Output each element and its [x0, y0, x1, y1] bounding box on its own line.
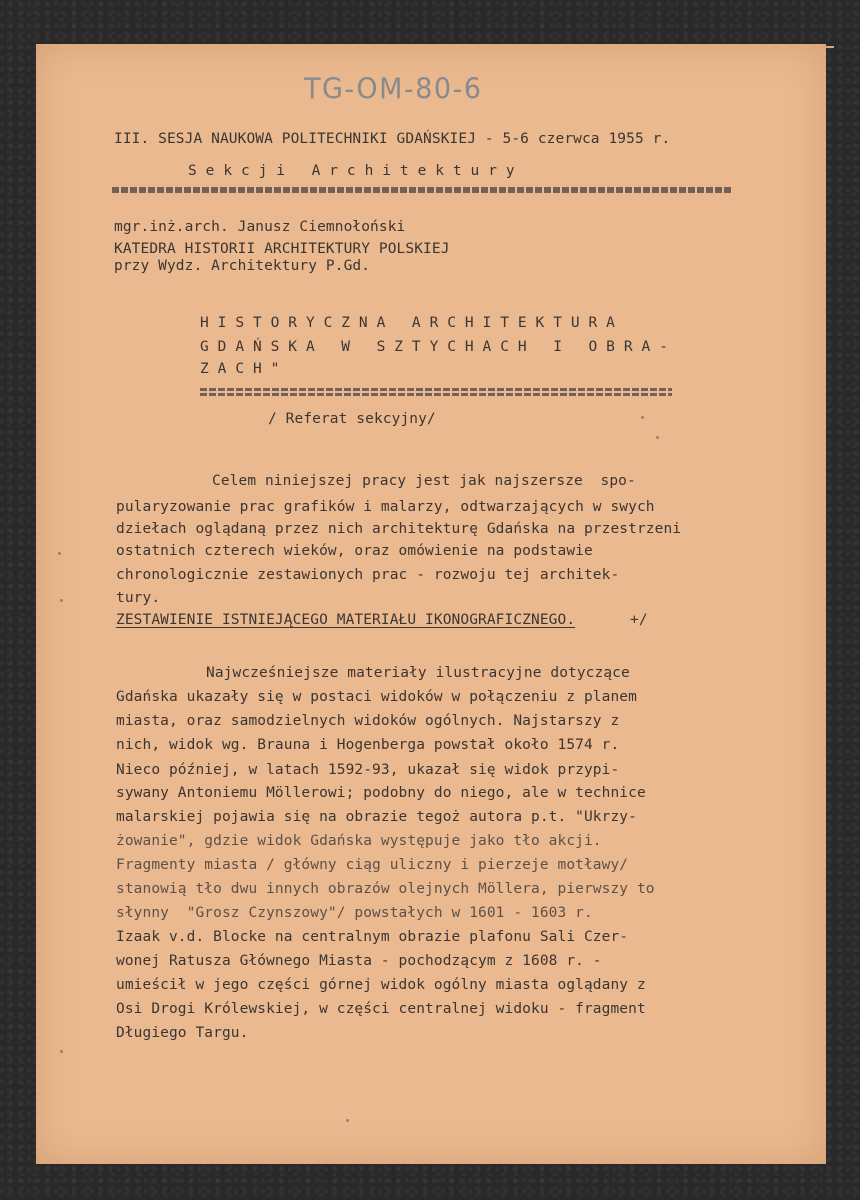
author-department: KATEDRA HISTORII ARCHITEKTURY POLSKIEJ [114, 241, 450, 257]
paragraph-2-line: Najwcześniejsze materiały ilustracyjne dotyczące [206, 665, 630, 681]
paper-speck [60, 599, 63, 602]
paragraph-2-line: umieścił w jego części górnej widok ogólny miasta oglądany z [116, 977, 646, 993]
paragraph-2-line: malarskiej pojawia się na obrazie tegoż autora p.t. "Ukrzy- [116, 809, 637, 825]
header-line-1: III. SESJA NAUKOWA POLITECHNIKI GDAŃSKIEJ - 5-6 czerwca 1955 r. [114, 131, 671, 147]
title-line-1: H I S T O R Y C Z N A A R C H I T E K T U R A [200, 315, 615, 331]
paragraph-2-line: sywany Antoniemu Möllerowi; podobny do niego, ale w technice [116, 785, 646, 801]
paragraph-2-line: Gdańska ukazały się w postaci widoków w połączeniu z planem [116, 689, 637, 705]
paragraph-2-line: stanowią tło dwu innych obrazów olejnych Möllera, pierwszy to [116, 881, 655, 897]
paragraph-2-line: nich, widok wg. Brauna i Hogenberga powstał około 1574 r. [116, 737, 620, 753]
paper-speck [656, 436, 659, 439]
paragraph-1-line: pularyzowanie prac grafików i malarzy, odtwarzających w swych [116, 499, 655, 515]
paper-speck [60, 1050, 63, 1053]
section-heading: ZESTAWIENIE ISTNIEJĄCEGO MATERIAŁU IKONOGRAFICZNEGO. [116, 612, 576, 628]
paragraph-2-line: Izaak v.d. Blocke na centralnym obrazie plafonu Sali Czer- [116, 929, 629, 945]
paragraph-1-line: chronologicznie zestawionych prac - rozwoju tej architek- [116, 567, 620, 583]
document-page [36, 44, 826, 1164]
paragraph-2-line: miasta, oraz samodzielnych widoków ogólnych. Najstarszy z [116, 713, 620, 729]
paragraph-2-line: Nieco później, w latach 1592-93, ukazał się widok przypi- [116, 762, 620, 778]
title-line-2: G D A Ń S K A W S Z T Y C H A C H I O B R A - [200, 339, 668, 355]
paragraph-2-line: Długiego Targu. [116, 1025, 249, 1041]
paragraph-2-line: słynny "Grosz Czynszowy"/ powstałych w 1601 - 1603 r. [116, 905, 593, 921]
paper-speck [58, 552, 61, 555]
author-faculty: przy Wydz. Architektury P.Gd. [114, 258, 371, 274]
paragraph-1-line: ostatnich czterech wieków, oraz omówienie na podstawie [116, 543, 593, 559]
title-rule-2 [200, 393, 672, 396]
paragraph-2-line: Osi Drogi Królewskiej, w części centralnej widoku - fragment [116, 1001, 646, 1017]
subtitle: / Referat sekcyjny/ [268, 411, 436, 427]
paragraph-2-line: wonej Ratusza Głównego Miasta - pochodzącym z 1608 r. - [116, 953, 602, 969]
header-line-2: S e k c j i A r c h i t e k t u r y [188, 163, 515, 179]
handwritten-reference-code: TG-OM-80-6 [304, 73, 483, 106]
paper-speck [346, 1119, 349, 1122]
header-rule [112, 187, 732, 193]
page-edge-tab [824, 46, 834, 48]
paragraph-2-line: Fragmenty miasta / główny ciąg uliczny i pierzeje motławy/ [116, 857, 629, 873]
paper-speck [641, 416, 644, 419]
paragraph-1-line: dziełach oglądaną przez nich architekturę Gdańska na przestrzeni [116, 521, 682, 537]
paragraph-1-line: Celem niniejszej pracy jest jak najszersze spo- [212, 473, 636, 489]
author-name: mgr.inż.arch. Janusz Ciemnołoński [114, 219, 406, 235]
title-rule-1 [200, 388, 672, 391]
paragraph-1-line: tury. [116, 590, 161, 606]
title-line-3: Z A C H " [200, 361, 280, 377]
paragraph-2-line: żowanie", gdzie widok Gdańska występuje jako tło akcji. [116, 833, 602, 849]
section-mark: +/ [630, 612, 648, 628]
